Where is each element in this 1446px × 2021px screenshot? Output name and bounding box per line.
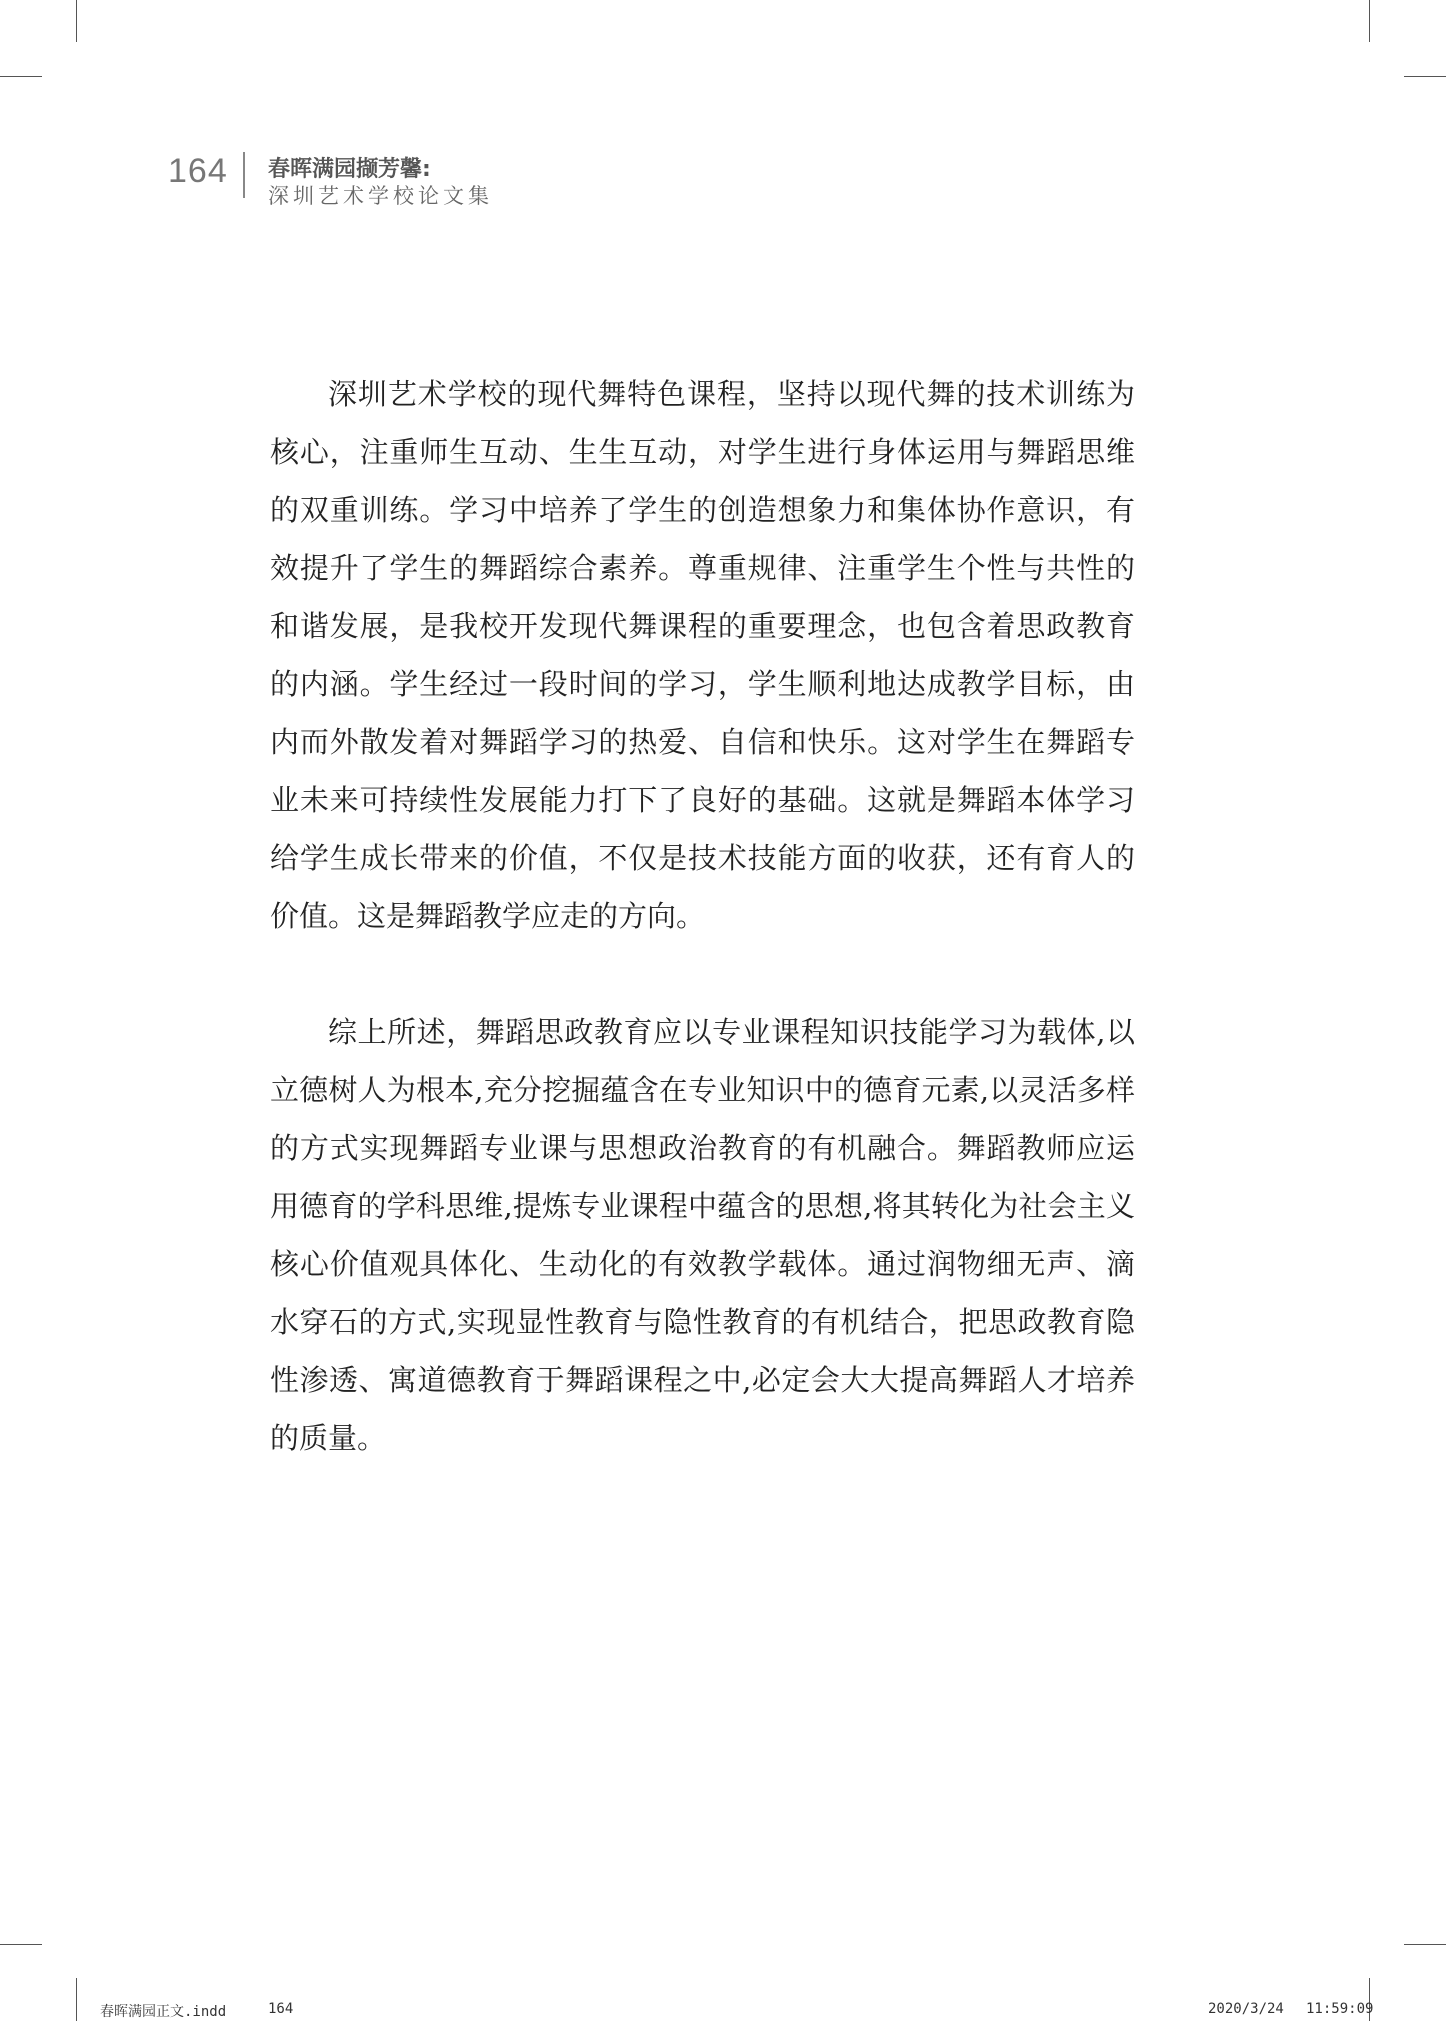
slug-date: 2020/3/24 [1208,2001,1284,2017]
slug-time: 11:59:09 [1306,2001,1374,2017]
book-title: 春晖满园撷芳馨: [268,157,431,182]
crop-mark-bottom-left-horizontal [0,1944,42,1945]
crop-mark-top-left-horizontal [0,76,42,77]
header-divider [243,152,245,198]
slug-page-number: 164 [268,2001,294,2017]
slug-file-name: 春晖满园正文.indd [100,2004,227,2020]
crop-mark-top-left-vertical [76,0,77,42]
paragraph-modern-dance-course: 深圳艺术学校的现代舞特色课程，坚持以现代舞的技术训练为核心，注重师生互动、生生互动，对学生进行身体运用与舞蹈思维的双重训练。学习中培养了学生的创造想象力和集体协作意识，有效提升了学生的舞蹈综合素养。尊重规律、注重学生个性与共性的和谐发展，是我校开发现代舞课程的重要理念，也包含着思政教育的内涵。学生经过一段时间的学习，学生顺利地达成教学目标，由内而外散发着对舞蹈学习的热爱、自信和快乐。这对学生在舞蹈专业未来可持续性发展能力打下了良好的基础。这就是舞蹈本体学习给学生成长带来的价值，不仅是技术技能方面的收获，还有育人的价值。这是舞蹈教学应走的方向。 [270,377,1135,933]
crop-mark-top-right-vertical [1369,0,1370,42]
paragraph-conclusion: 综上所述，舞蹈思政教育应以专业课程知识技能学习为载体,以立德树人为根本,充分挖掘蕴含在专业知识中的德育元素,以灵活多样的方式实现舞蹈专业课与思想政治教育的有机融合。舞蹈教师应运用德育的学科思维,提炼专业课程中蕴含的思想,将其转化为社会主义核心价值观具体化、生动化的有效教学载体。通过润物细无声、滴水穿石的方式,实现显性教育与隐性教育的有机结合，把思政教育隐性渗透、寓道德教育于舞蹈课程之中,必定会大大提高舞蹈人才培养的质量。 [270,1015,1135,1455]
crop-mark-bottom-right-horizontal [1404,1944,1446,1945]
book-subtitle: 深圳艺术学校论文集 [268,184,493,208]
page-number: 164 [168,152,228,190]
crop-mark-top-right-horizontal [1404,76,1446,77]
crop-mark-bottom-left-vertical [76,1978,77,2021]
article-body [270,365,1135,1467]
